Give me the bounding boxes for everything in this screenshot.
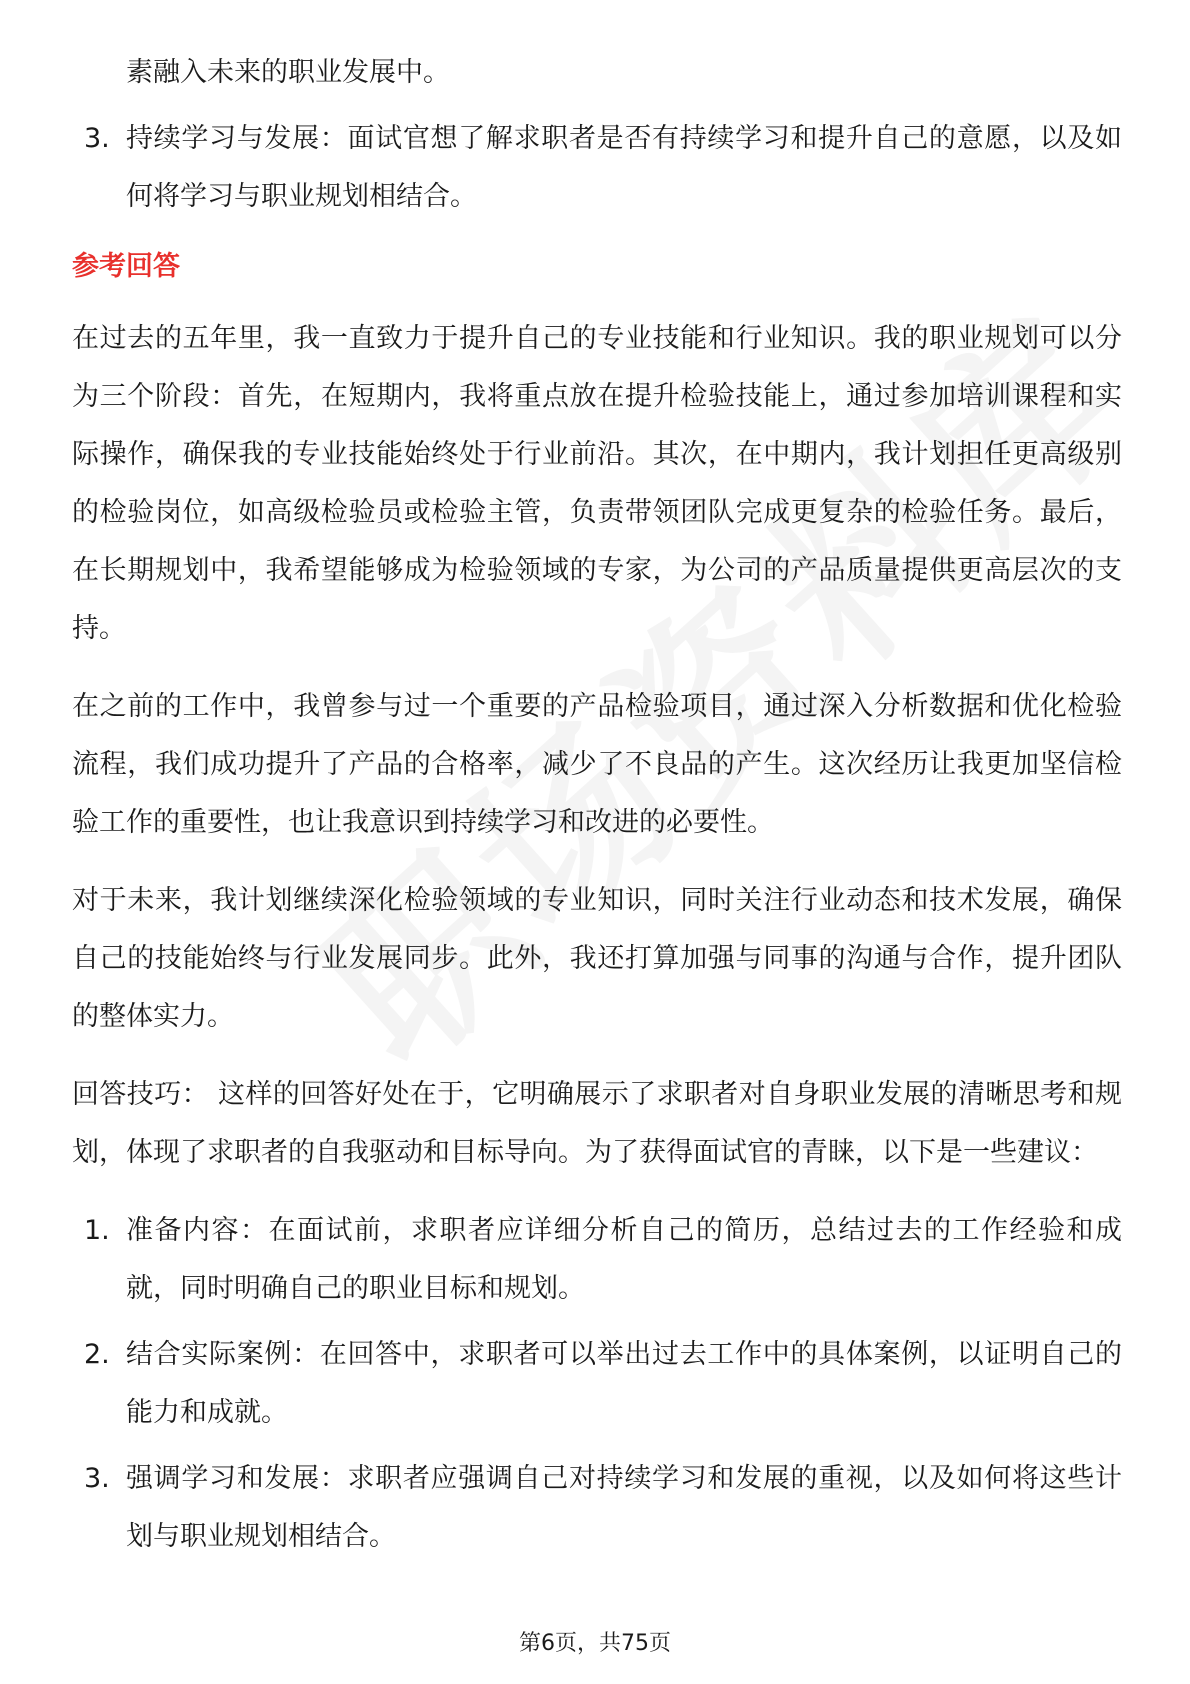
- list-item: [72, 1450, 1122, 1566]
- list-number: 3.: [84, 123, 110, 154]
- list-text: 准备内容：在面试前，求职者应详细分析自己的简历，总结过去的工作经验和成就，同时明确自己的职业目标和规划。: [126, 1215, 1122, 1304]
- top-continuation: 素融入未来的职业发展中。: [126, 57, 450, 88]
- list-text: 结合实际案例：在回答中，求职者可以举出过去工作中的具体案例，以证明自己的能力和成就。: [126, 1339, 1122, 1428]
- tips-intro-paragraph: 回答技巧： 这样的回答好处在于，它明确展示了求职者对自身职业发展的清晰思考和规划，体现了求职者的自我驱动和目标导向。为了获得面试官的青睐，以下是一些建议：: [72, 1079, 1122, 1168]
- document-page: [72, 44, 1122, 1566]
- list-item: [72, 1326, 1122, 1442]
- answer-paragraph-2: 在之前的工作中，我曾参与过一个重要的产品检验项目，通过深入分析数据和优化检验流程，我们成功提升了产品的合格率，减少了不良品的产生。这次经历让我更加坚信检验工作的重要性，也让我意识到持续学习和改进的必要性。: [72, 691, 1122, 838]
- list-number: 1.: [84, 1215, 110, 1246]
- list-text: 强调学习和发展：求职者应强调自己对持续学习和发展的重视，以及如何将这些计划与职业规划相结合。: [126, 1463, 1122, 1552]
- list-number: 2.: [84, 1339, 110, 1370]
- reference-heading: 参考回答: [72, 251, 180, 282]
- answer-paragraph-3: 对于未来，我计划继续深化检验领域的专业知识，同时关注行业动态和技术发展，确保自己的技能始终与行业发展同步。此外，我还打算加强与同事的沟通与合作，提升团队的整体实力。: [72, 885, 1122, 1032]
- list-number: 3.: [84, 1463, 110, 1494]
- list-item: [72, 1202, 1122, 1318]
- answer-paragraph-1: 在过去的五年里，我一直致力于提升自己的专业技能和行业知识。我的职业规划可以分为三个阶段：首先，在短期内，我将重点放在提升检验技能上，通过参加培训课程和实际操作，确保我的专业技能始终处于行业前沿。其次，在中期内，我计划担任更高级别的检验岗位，如高级检验员或检验主管，负责带领团队完成更复杂的检验任务。最后，在长期规划中，我希望能够成为检验领域的专家，为公司的产品质量提供更高层次的支持。: [72, 323, 1122, 644]
- list-item: [72, 110, 1122, 226]
- page-footer: 第6页，共75页: [519, 1631, 671, 1656]
- list-text: 持续学习与发展：面试官想了解求职者是否有持续学习和提升自己的意愿，以及如何将学习与职业规划相结合。: [126, 123, 1122, 212]
